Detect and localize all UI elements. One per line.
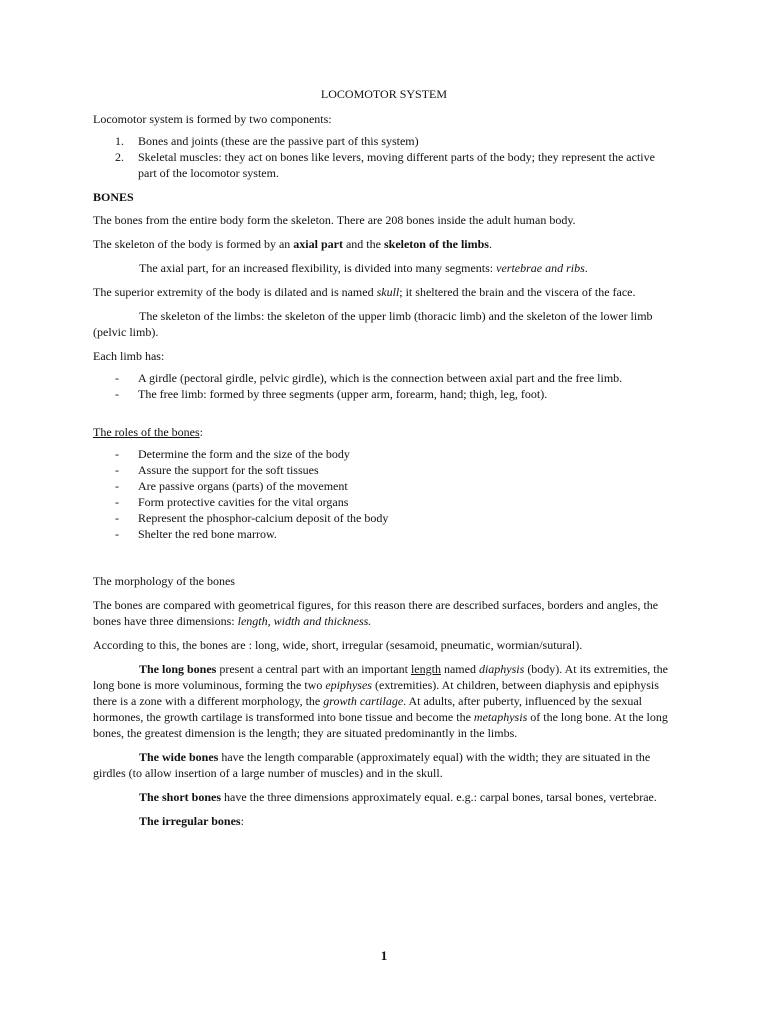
italic-term: growth cartilage <box>323 694 404 708</box>
intro-paragraph: Locomotor system is formed by two components: <box>93 112 332 126</box>
underlined-heading: The roles of the bones <box>93 425 200 439</box>
spacer <box>93 550 675 573</box>
dash-bullet: - <box>115 479 119 493</box>
list-item <box>93 370 675 386</box>
text-run: The bones are compared with geometrical figures, for this reason there are described surfaces, borders and angles, the bones have three dimensions: <box>93 598 659 628</box>
list-item <box>93 446 675 462</box>
list-item <box>93 494 675 510</box>
skull-paragraph <box>93 284 675 300</box>
long-bones-paragraph <box>93 661 675 741</box>
list-item <box>93 478 675 494</box>
axial-part-paragraph <box>93 260 675 276</box>
text-run: (extremities). At children, between diaphysis and epiphysis there is a zone with a different morphology, the <box>93 678 659 708</box>
list-item-text: Determine the form and the size of the body <box>138 447 350 461</box>
text-run: (body). At its extremities, the long bone is more voluminous, forming the two <box>93 662 668 692</box>
roles-heading <box>93 424 675 440</box>
list-item-text: A girdle (pectoral girdle, pelvic girdle), which is the connection between axial part and the free limb. <box>138 371 623 385</box>
document-content <box>93 86 675 837</box>
text-run: . <box>488 237 492 251</box>
list-number: 2. <box>115 150 124 164</box>
list-item-text: Skeletal muscles: they act on bones like levers, moving different parts of the body; they represent the active part of the locomotor system. <box>138 150 655 180</box>
text-run: . <box>584 261 588 275</box>
text-run: have the three dimensions approximately equal. e.g.: carpal bones, tarsal bones, vertebrae. <box>221 790 657 804</box>
dash-bullet: - <box>115 495 119 509</box>
bold-term: The short bones <box>139 790 222 804</box>
text-run: . At adults, after puberty, influenced by the sexual hormones, the growth cartilage is transformed into bone tissue and become the <box>93 694 642 724</box>
text-run: The axial part, for an increased flexibility, is divided into many segments: <box>139 261 497 275</box>
list-item-text: Shelter the red bone marrow. <box>138 527 277 541</box>
list-item <box>93 133 675 149</box>
dash-bullet: - <box>115 463 119 477</box>
list-item <box>93 386 675 402</box>
components-list <box>93 133 675 181</box>
list-item <box>93 510 675 526</box>
italic-term: length, width and thickness. <box>237 614 372 628</box>
text-run: The skeleton of the body is formed by an <box>93 237 294 251</box>
list-item <box>93 526 675 542</box>
morphology-heading: The morphology of the bones <box>93 574 235 588</box>
list-item <box>93 462 675 478</box>
document-title: LOCOMOTOR SYSTEM <box>320 87 448 101</box>
roles-list <box>93 446 675 542</box>
page-number: 1 <box>380 948 388 963</box>
limb-parts-list <box>93 370 675 402</box>
list-item <box>93 149 675 181</box>
text-run: : <box>199 425 203 439</box>
bold-term: The long bones <box>139 662 217 676</box>
compared-paragraph <box>93 597 675 629</box>
dash-bullet: - <box>115 511 119 525</box>
axial-paragraph <box>93 236 675 252</box>
spacer <box>93 410 675 424</box>
underlined-term: length <box>410 662 441 676</box>
list-item-text: Represent the phosphor-calcium deposit of the body <box>138 511 389 525</box>
text-run: named <box>440 662 479 676</box>
each-limb-paragraph: Each limb has: <box>93 349 165 363</box>
bold-term: The wide bones <box>139 750 219 764</box>
wide-bones-paragraph <box>93 749 675 781</box>
bold-term: The irregular bones <box>139 814 241 828</box>
italic-term: diaphysis <box>478 662 525 676</box>
dash-bullet: - <box>115 371 119 385</box>
according-paragraph: According to this, the bones are : long, wide, short, irregular (sesamoid, pneumatic, wormian/sutural). <box>93 638 583 652</box>
text-run: The superior extremity of the body is dilated and is named <box>93 285 377 299</box>
text-run: and the <box>342 237 384 251</box>
skeleton-paragraph: The bones from the entire body form the skeleton. There are 208 bones inside the adult human body. <box>93 213 576 227</box>
list-number: 1. <box>115 134 124 148</box>
bold-term: axial part <box>293 237 343 251</box>
italic-term: skull <box>376 285 400 299</box>
limbs-paragraph: The skeleton of the limbs: the skeleton of the upper limb (thoracic limb) and the skeleton of the lower limb (pelvic limb). <box>93 309 653 339</box>
text-run: : <box>240 814 244 828</box>
list-item-text: The free limb: formed by three segments (upper arm, forearm, hand; thigh, leg, foot). <box>138 387 548 401</box>
list-item-text: Are passive organs (parts) of the movement <box>138 479 348 493</box>
text-run: present a central part with an important <box>216 662 411 676</box>
bold-term: skeleton of the limbs <box>383 237 489 251</box>
list-item-text: Bones and joints (these are the passive part of this system) <box>138 134 419 148</box>
dash-bullet: - <box>115 447 119 461</box>
short-bones-paragraph <box>93 789 675 805</box>
text-run: have the length comparable (approximately equal) with the width; they are situated in the girdles (to allow insertion of a large number of muscles) and in the skull. <box>93 750 651 780</box>
list-item-text: Assure the support for the soft tissues <box>138 463 319 477</box>
list-item-text: Form protective cavities for the vital organs <box>138 495 349 509</box>
bones-heading: BONES <box>93 190 134 204</box>
italic-term: metaphysis <box>473 710 528 724</box>
irregular-bones-paragraph <box>93 813 675 829</box>
dash-bullet: - <box>115 527 119 541</box>
dash-bullet: - <box>115 387 119 401</box>
italic-term: vertebrae and ribs <box>496 261 585 275</box>
italic-term: epiphyses <box>325 678 372 692</box>
text-run: ; it sheltered the brain and the viscera of the face. <box>399 285 636 299</box>
text-run: of the long bone. At the long bones, the greatest dimension is the length; they are situated predominantly in the limbs. <box>93 710 668 740</box>
